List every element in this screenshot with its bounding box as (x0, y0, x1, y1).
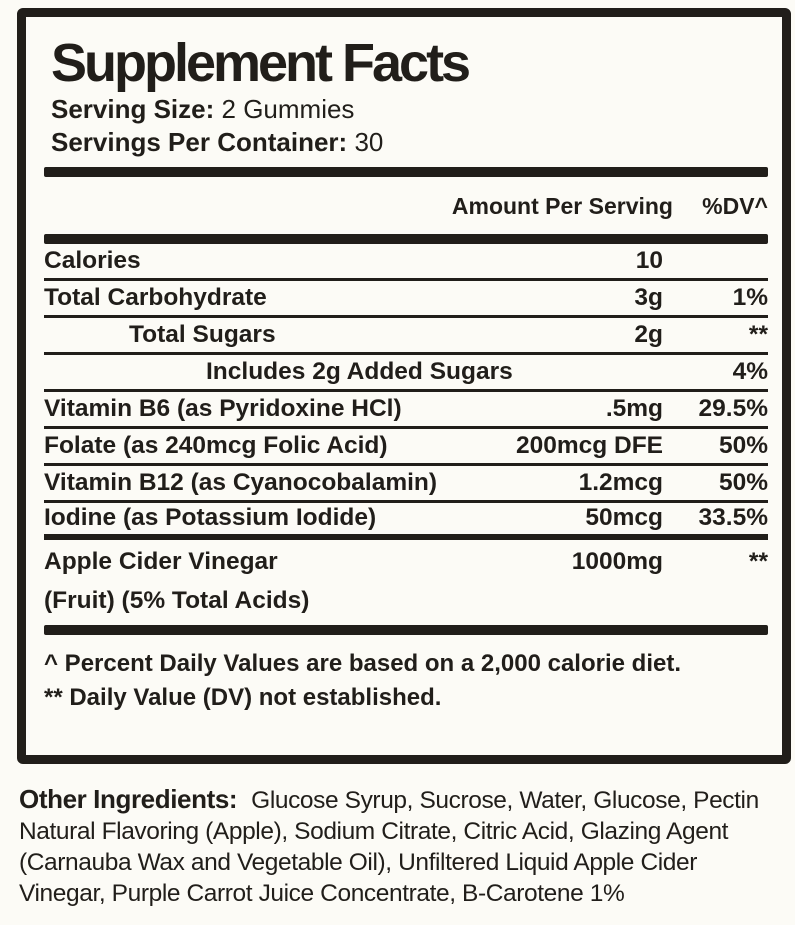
row-amount-cell: 200mcg DFE (515, 431, 663, 459)
other-ingredients-line: Natural Flavoring (Apple), Sodium Citrate, Citric Acid, Glazing Agent (19, 818, 729, 845)
row-amount-cell: 10 (635, 246, 663, 274)
other-ingredients-line: Vinegar, Purple Carrot Juice Concentrate, B-Carotene 1% (19, 880, 625, 907)
row-name-cell: Total Sugars (129, 320, 276, 348)
serving-size-label: Serving Size: (51, 93, 215, 124)
footnote-percent-dv: ^ Percent Daily Values are based on a 2,000 calorie diet. (44, 649, 681, 677)
row-amount-cell: 1000mg (571, 547, 663, 575)
row-amount-cell: 1.2mcg (578, 468, 663, 496)
nutrient-table (44, 244, 768, 625)
row-amount-cell: 3g (634, 283, 663, 311)
row-apple-cider-vinegar (44, 540, 768, 625)
row-name-cell: Iodine (as Potassium Iodide) (44, 504, 377, 532)
table-header-row (44, 177, 768, 234)
row-dv-cell: 29.5% (698, 394, 768, 422)
other-ingredients-text: Glucose Syrup, Sucrose, Water, Glucose, Pectin (251, 787, 759, 814)
divider-thick-under-header (44, 234, 768, 244)
row-name-cell: Folate (as 240mcg Folic Acid) (44, 431, 388, 459)
serving-size-line (51, 94, 768, 125)
servings-per-container-value: 30 (354, 126, 384, 157)
row-dv-cell: 4% (732, 357, 768, 385)
supplement-facts-panel (17, 8, 791, 764)
servings-per-container-line (51, 127, 768, 158)
row-added-sugars (44, 355, 768, 392)
row-amount-cell: 2g (634, 320, 663, 348)
row-dv-cell: 50% (718, 468, 768, 496)
footnote-not-established: ** Daily Value (DV) not established. (44, 683, 442, 711)
other-ingredients-line (19, 784, 787, 816)
row-dv-cell: 33.5% (698, 504, 768, 532)
row-dv-cell: ** (748, 320, 768, 348)
row-vitamin-b12 (44, 466, 768, 503)
row-vitamin-b6 (44, 392, 768, 429)
acv-name-line1: Apple Cider Vinegar (44, 547, 278, 575)
panel-title: Supplement Facts (51, 33, 469, 93)
row-name-cell: Total Carbohydrate (44, 283, 267, 311)
row-iodine (44, 503, 768, 540)
servings-per-container-label: Servings Per Container: (51, 126, 348, 157)
other-ingredients (19, 784, 787, 909)
row-name-cell: Vitamin B6 (as Pyridoxine HCl) (44, 394, 402, 422)
acv-name-line2: (Fruit) (5% Total Acids) (44, 586, 310, 614)
row-dv-cell: 1% (732, 283, 768, 311)
row-name-cell: Includes 2g Added Sugars (206, 357, 513, 385)
row-total-sugars (44, 318, 768, 355)
amount-column-header: Amount Per Serving (451, 192, 673, 219)
row-name-cell: Vitamin B12 (as Cyanocobalamin) (44, 468, 438, 496)
row-dv-cell: ** (748, 547, 768, 575)
divider-thick-top (44, 167, 768, 177)
divider-thick-bottom (44, 625, 768, 635)
row-dv-cell: 50% (718, 431, 768, 459)
row-amount-cell: .5mg (605, 394, 663, 422)
serving-size-value: 2 Gummies (221, 93, 355, 124)
row-total-carbohydrate (44, 281, 768, 318)
row-name-cell (44, 547, 463, 616)
other-ingredients-label: Other Ingredients: (19, 784, 238, 814)
row-amount-cell: 50mcg (585, 504, 663, 532)
row-name-cell: Calories (44, 246, 141, 274)
other-ingredients-line: (Carnauba Wax and Vegetable Oil), Unfiltered Liquid Apple Cider (19, 849, 697, 876)
row-folate (44, 429, 768, 466)
row-calories (44, 244, 768, 281)
panel-header (51, 35, 768, 158)
dv-column-header: %DV^ (702, 192, 768, 219)
